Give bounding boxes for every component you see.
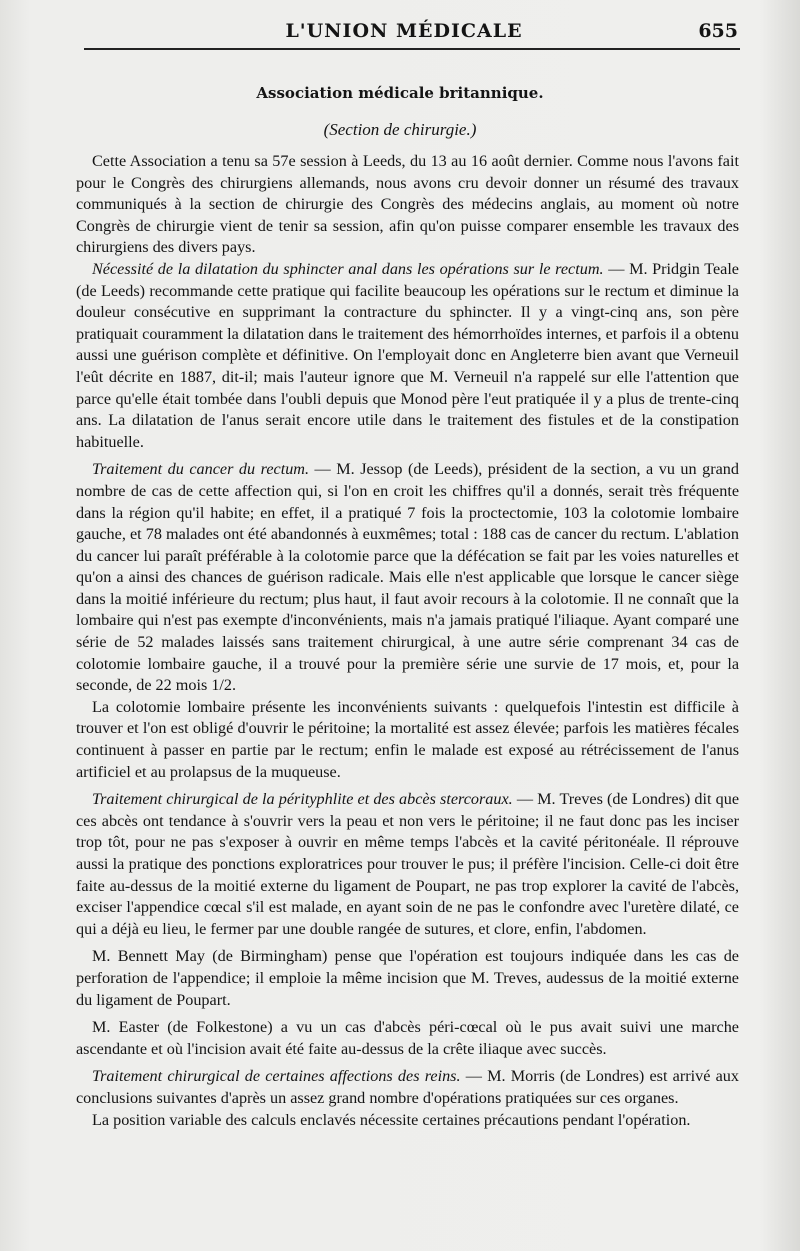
running-title: L'UNION MÉDICALE — [285, 20, 523, 42]
paragraph — [76, 697, 739, 783]
paragraph-text: M. Bennett May (de Birmingham) pense que l'opération est toujours indiquée dans les cas de perforation de l'appendice; il emploie la même incision que M. Treves, audessus de la moitié externe du ligament de Poupart. — [76, 947, 739, 1009]
paragraph-heading: Traitement chirurgical de certaines affections des reins. — [92, 1067, 461, 1086]
paragraph — [76, 789, 739, 940]
paragraph — [76, 1066, 739, 1109]
paragraph-text: — M. Jessop (de Leeds), président de la section, a vu un grand nombre de cas de cette affection qui, si l'on en croit les chiffres qu'il a donnés, serait très fréquente dans la région qu'il habite; en effet, il a pratiqué 7 fois la proctectomie, 103 la colotomie lombaire gauche, et 78 malades ont été abandonnés à euxmêmes; total : 188 cas de cancer du rectum. L'ablation du cancer lui paraît préférable à la colotomie parce que la défécation se fait par les voies naturelles et qu'on a ainsi des chances de guérison radicale. Mais elle n'est applicable que lorsque le cancer siège dans la moitié inférieure du rectum; plus haut, il faut avoir recours à la colotomie. Il ne connaît que la lombaire qui n'est pas exempte d'inconvénients, mais n'a jamais pratiqué l'iliaque. Ayant comparé une série de 52 malades laissés sans traitement chirurgical, à une autre série comprenant 34 cas de colotomie lombaire gauche, il a trouvé pour la première série une survie de 17 mois, et, pour la seconde, de 22 mois 1/2. — [76, 460, 739, 695]
paragraph-text: M. Easter (de Folkestone) a vu un cas d'abcès péri-cœcal où le pus avait suivi une marche ascendante et où l'incision avait été faite au-dessus de la crête iliaque avec succès. — [76, 1018, 739, 1058]
paragraph-text: — M. Pridgin Teale (de Leeds) recommande cette pratique qui facilite beaucoup les opérations sur le rectum et diminue la douleur consécutive en supprimant la contracture du sphincter. Il y a vingt-cinq ans, son père pratiquait couramment la dilatation dans le traitement des hémorrhoïdes internes, et parfois il a obtenu aussi une guérison complète et définitive. On l'employait donc en Angleterre bien avant que Verneuil l'eût décrite en 1887, dit-il; mais l'auteur ignore que M. Verneuil n'a rappelé sur elle l'attention que parce qu'elle était tombée dans l'oubli depuis que Monod père l'eut pratiquée il y a plus de trente-cinq ans. La dilatation de l'anus serait encore utile dans le traitement des fistules et de la constipation habituelle. — [76, 259, 739, 451]
paragraph — [76, 259, 739, 453]
paragraph-text: La colotomie lombaire présente les inconvénients suivants : quelquefois l'intestin est difficile à trouver et l'on est obligé d'ouvrir le péritoine; la mortalité est assez élevée; parfois les matières fécales continuent à passer en partie par le rectum; enfin le malade est exposé au rétrécissement de l'anus artificiel et au prolapsus de la muqueuse. — [76, 697, 739, 781]
paragraph — [76, 946, 739, 1011]
paragraph — [76, 1017, 739, 1060]
paragraph — [76, 459, 739, 697]
running-head — [70, 18, 738, 48]
paragraph-heading: Traitement du cancer du rectum. — [92, 460, 310, 479]
page-number: 655 — [698, 20, 738, 42]
paragraph-heading: Traitement chirurgical de la pérityphlite et des abcès stercoraux. — [92, 790, 513, 809]
paragraph-text: — M. Treves (de Londres) dit que ces abcès ont tendance à s'ouvrir vers la peau et non vers le péritoine; il ne faut donc pas les inciser trop tôt, pour ne pas s'exposer à ouvrir en même temps l'abcès et la cavité péritonéale. Il réprouve aussi la pratique des ponctions exploratrices pour trouver le pus; il préfère l'incision. Celle-ci doit être faite au-dessus de la moitié externe du ligament de Poupart, ne pas trop explorer la cavité de l'abcès, exciser l'appendice cœcal s'il est malade, en ayant soin de ne pas le confondre avec l'uretère dilaté, ce qui a déjà eu lieu, le fermer par une double rangée de sutures, et clore, enfin, l'abdomen. — [76, 790, 740, 938]
paragraph-text: Cette Association a tenu sa 57e session à Leeds, du 13 au 16 août dernier. Comme nous l'avons fait pour le Congrès des chirurgiens allemands, nous avons cru devoir donner un résumé des travaux communiqués à la section de chirurgie des Congrès des médecins anglais, au moment où notre Congrès de chirurgie vient de tenir sa session, afin qu'on puisse comparer ensemble les travaux des chirurgiens des divers pays. — [76, 152, 739, 257]
paragraph-heading: Nécessité de la dilatation du sphincter anal dans les opérations sur le rectum. — [92, 259, 604, 278]
header-rule — [84, 48, 740, 50]
paragraph-text: — M. Morris (de Londres) est arrivé aux conclusions suivantes d'après un assez grand nombre d'opérations pratiquées sur ces organes. — [76, 1067, 739, 1107]
article-body — [76, 151, 739, 1131]
paragraph-text: La position variable des calculs enclavés nécessite certaines précautions pendant l'opération. — [92, 1110, 691, 1129]
section-subtitle: (Section de chirurgie.) — [323, 120, 477, 139]
paragraph — [76, 1110, 739, 1132]
paragraph — [76, 151, 739, 259]
section-title: Association médicale britannique. — [256, 84, 544, 102]
